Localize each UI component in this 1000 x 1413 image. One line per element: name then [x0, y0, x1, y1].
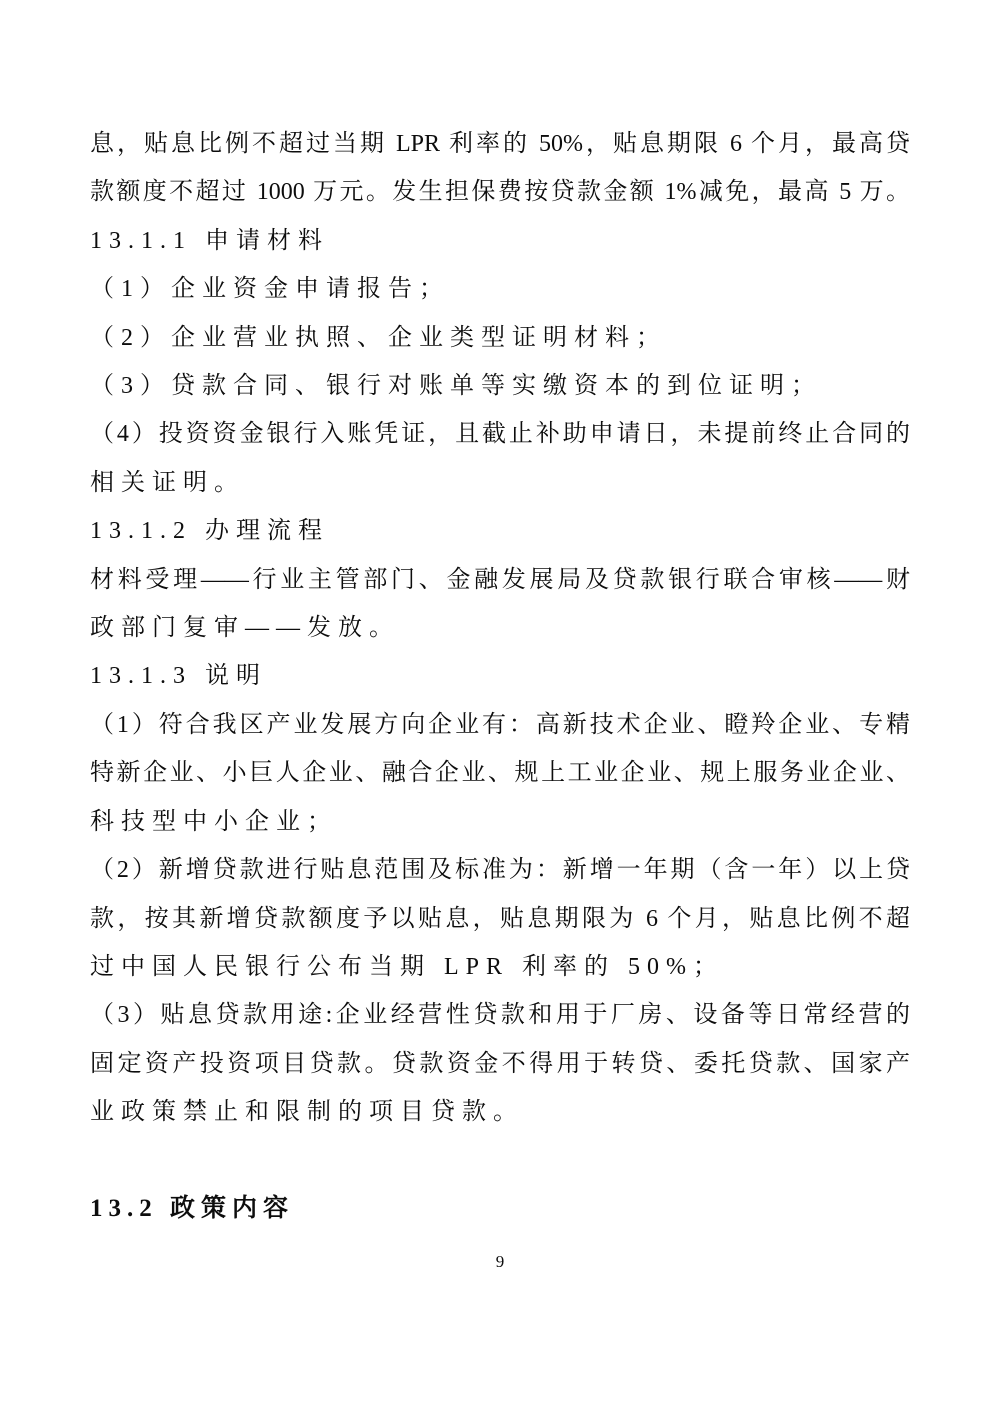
text-line: 特新企业、小巨人企业、融合企业、规上工业企业、规上服务业企业、: [90, 760, 910, 787]
text-line: （1）符合我区产业发展方向企业有：高新技术企业、瞪羚企业、专精: [90, 711, 910, 738]
text-line: （2）企业营业执照、企业类型证明材料；: [90, 324, 667, 351]
text-line: 13.1.3 说明: [90, 663, 267, 690]
text-line: 13.1.1 申请材料: [90, 227, 329, 254]
text-line: 业政策禁止和限制的项目贷款。: [90, 1099, 524, 1126]
text-line: （2）新增贷款进行贴息范围及标准为：新增一年期（含一年）以上贷: [90, 857, 910, 884]
text-line: （1）企业资金申请报告；: [90, 276, 450, 303]
section-heading: 13.2 政策内容: [90, 1195, 295, 1222]
document-body: [90, 120, 910, 1137]
text-line: 固定资产投资项目贷款。贷款资金不得用于转贷、委托贷款、国家产: [90, 1050, 910, 1077]
text-line: （4）投资资金银行入账凭证，且截止补助申请日，未提前终止合同的: [90, 421, 910, 448]
text-line: （3）贴息贷款用途:企业经营性贷款和用于厂房、设备等日常经营的: [90, 1002, 910, 1029]
text-line: 材料受理——行业主管部门、金融发展局及贷款银行联合审核——财: [90, 566, 910, 593]
text-line: 相关证明。: [90, 469, 245, 496]
text-line: 款，按其新增贷款额度予以贴息，贴息期限为 6 个月，贴息比例不超: [90, 905, 910, 932]
text-line: 息，贴息比例不超过当期 LPR 利率的 50%，贴息期限 6 个月，最高贷: [90, 131, 910, 157]
text-line: 科技型中小企业；: [90, 808, 338, 835]
text-line: 政部门复审——发放。: [90, 615, 400, 642]
text-line: 过中国人民银行公布当期 LPR 利率的 50%；: [90, 953, 725, 980]
page-number: 9: [495, 1252, 505, 1271]
text-line: 款额度不超过 1000 万元。发生担保费按贷款金额 1%减免，最高 5 万。: [90, 179, 910, 206]
text-line: 13.1.2 办理流程: [90, 518, 329, 545]
text-line: （3）贷款合同、银行对账单等实缴资本的到位证明；: [90, 373, 822, 400]
